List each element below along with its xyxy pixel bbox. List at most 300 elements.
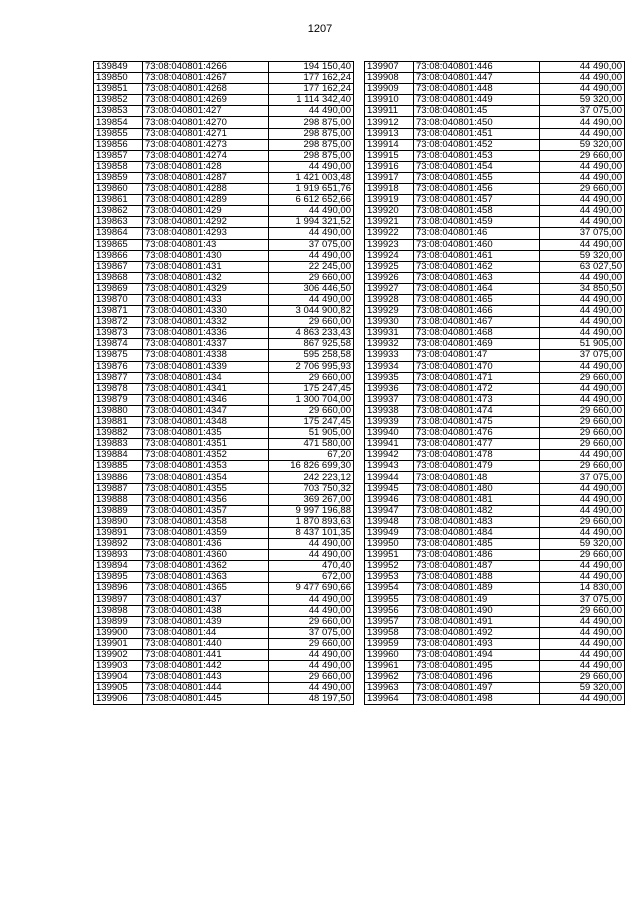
- cadastral-number-cell: 73:08:040801:442: [143, 661, 269, 672]
- cadastral-number-cell: 73:08:040801:470: [414, 361, 540, 372]
- cadastral-number-cell: 73:08:040801:4355: [143, 483, 269, 494]
- cadastral-number-cell: 73:08:040801:496: [414, 672, 540, 683]
- cadastral-number-cell: 73:08:040801:458: [414, 206, 540, 217]
- row-number-cell: 139923: [365, 239, 414, 250]
- row-number-cell: 139862: [94, 206, 143, 217]
- value-cell: 51 905,00: [269, 428, 354, 439]
- value-cell: 470,40: [269, 561, 354, 572]
- row-number-cell: 139855: [94, 128, 143, 139]
- table-row: [94, 672, 354, 683]
- cadastral-number-cell: 73:08:040801:479: [414, 461, 540, 472]
- cadastral-number-cell: 73:08:040801:444: [143, 683, 269, 694]
- value-cell: 44 490,00: [540, 328, 625, 339]
- value-cell: 44 490,00: [540, 561, 625, 572]
- table-row: [365, 95, 625, 106]
- table-row: [94, 594, 354, 605]
- value-cell: 29 660,00: [269, 638, 354, 649]
- value-cell: 37 075,00: [540, 472, 625, 483]
- value-cell: 44 490,00: [540, 661, 625, 672]
- table-row: [365, 306, 625, 317]
- row-number-cell: 139896: [94, 583, 143, 594]
- row-number-cell: 139915: [365, 150, 414, 161]
- value-cell: 59 320,00: [540, 250, 625, 261]
- value-cell: 29 660,00: [540, 605, 625, 616]
- row-number-cell: 139894: [94, 561, 143, 572]
- table-row: [94, 150, 354, 161]
- row-number-cell: 139887: [94, 483, 143, 494]
- cadastral-number-cell: 73:08:040801:4360: [143, 550, 269, 561]
- value-cell: 306 446,50: [269, 283, 354, 294]
- value-cell: 29 660,00: [540, 184, 625, 195]
- table-row: [365, 616, 625, 627]
- row-number-cell: 139904: [94, 672, 143, 683]
- cadastral-number-cell: 73:08:040801:4293: [143, 228, 269, 239]
- row-number-cell: 139930: [365, 317, 414, 328]
- cadastral-number-cell: 73:08:040801:488: [414, 572, 540, 583]
- value-cell: 1 870 893,63: [269, 516, 354, 527]
- row-number-cell: 139921: [365, 217, 414, 228]
- table-row: [365, 161, 625, 172]
- value-cell: 44 490,00: [540, 117, 625, 128]
- table-row: [94, 128, 354, 139]
- cadastral-number-cell: 73:08:040801:471: [414, 372, 540, 383]
- table-row: [365, 561, 625, 572]
- cadastral-number-cell: 73:08:040801:477: [414, 439, 540, 450]
- cadastral-number-cell: 73:08:040801:468: [414, 328, 540, 339]
- table-row: [94, 494, 354, 505]
- row-number-cell: 139884: [94, 450, 143, 461]
- value-cell: 44 490,00: [540, 62, 625, 73]
- row-number-cell: 139953: [365, 572, 414, 583]
- cadastral-number-cell: 73:08:040801:46: [414, 228, 540, 239]
- cadastral-number-cell: 73:08:040801:45: [414, 106, 540, 117]
- row-number-cell: 139866: [94, 250, 143, 261]
- value-cell: 44 490,00: [540, 627, 625, 638]
- cadastral-number-cell: 73:08:040801:4365: [143, 583, 269, 594]
- cadastral-number-cell: 73:08:040801:439: [143, 616, 269, 627]
- cadastral-number-cell: 73:08:040801:4288: [143, 184, 269, 195]
- value-cell: 44 490,00: [540, 195, 625, 206]
- row-number-cell: 139899: [94, 616, 143, 627]
- table-row: [94, 106, 354, 117]
- cadastral-number-cell: 73:08:040801:4274: [143, 150, 269, 161]
- row-number-cell: 139856: [94, 139, 143, 150]
- cadastral-number-cell: 73:08:040801:491: [414, 616, 540, 627]
- value-cell: 59 320,00: [540, 539, 625, 550]
- row-number-cell: 139936: [365, 383, 414, 394]
- cadastral-number-cell: 73:08:040801:429: [143, 206, 269, 217]
- row-number-cell: 139851: [94, 84, 143, 95]
- row-number-cell: 139876: [94, 361, 143, 372]
- value-cell: 44 490,00: [540, 84, 625, 95]
- cadastral-number-cell: 73:08:040801:449: [414, 95, 540, 106]
- value-cell: 9 477 690,66: [269, 583, 354, 594]
- table-row: [365, 428, 625, 439]
- table-row: [94, 394, 354, 405]
- table-row: [94, 405, 354, 416]
- cadastral-number-cell: 73:08:040801:480: [414, 483, 540, 494]
- row-number-cell: 139941: [365, 439, 414, 450]
- table-row: [365, 649, 625, 660]
- cadastral-number-cell: 73:08:040801:4267: [143, 73, 269, 84]
- row-number-cell: 139947: [365, 505, 414, 516]
- cadastral-number-cell: 73:08:040801:47: [414, 350, 540, 361]
- row-number-cell: 139880: [94, 405, 143, 416]
- table-row: [365, 683, 625, 694]
- table-row: [365, 228, 625, 239]
- cadastral-number-cell: 73:08:040801:4357: [143, 505, 269, 516]
- cadastral-number-cell: 73:08:040801:476: [414, 428, 540, 439]
- cadastral-number-cell: 73:08:040801:4270: [143, 117, 269, 128]
- registry-table-body: [94, 62, 354, 705]
- value-cell: 44 490,00: [269, 550, 354, 561]
- value-cell: 59 320,00: [540, 139, 625, 150]
- row-number-cell: 139895: [94, 572, 143, 583]
- value-cell: 44 490,00: [540, 272, 625, 283]
- table-row: [365, 539, 625, 550]
- table-row: [365, 583, 625, 594]
- value-cell: 298 875,00: [269, 150, 354, 161]
- row-number-cell: 139882: [94, 428, 143, 439]
- row-number-cell: 139939: [365, 417, 414, 428]
- table-row: [365, 283, 625, 294]
- cadastral-number-cell: 73:08:040801:446: [414, 62, 540, 73]
- table-row: [365, 172, 625, 183]
- value-cell: 703 750,32: [269, 483, 354, 494]
- row-number-cell: 139867: [94, 261, 143, 272]
- table-row: [94, 317, 354, 328]
- table-row: [365, 184, 625, 195]
- table-row: [94, 638, 354, 649]
- table-row: [94, 550, 354, 561]
- table-row: [94, 417, 354, 428]
- table-row: [94, 561, 354, 572]
- table-row: [365, 294, 625, 305]
- value-cell: 48 197,50: [269, 694, 354, 705]
- cadastral-number-cell: 73:08:040801:475: [414, 417, 540, 428]
- value-cell: 44 490,00: [540, 494, 625, 505]
- value-cell: 29 660,00: [540, 516, 625, 527]
- table-row: [94, 661, 354, 672]
- row-number-cell: 139857: [94, 150, 143, 161]
- table-row: [365, 483, 625, 494]
- value-cell: 44 490,00: [269, 294, 354, 305]
- row-number-cell: 139935: [365, 372, 414, 383]
- cadastral-number-cell: 73:08:040801:4330: [143, 306, 269, 317]
- cadastral-number-cell: 73:08:040801:462: [414, 261, 540, 272]
- value-cell: 175 247,45: [269, 383, 354, 394]
- table-row: [365, 494, 625, 505]
- value-cell: 44 490,00: [540, 239, 625, 250]
- value-cell: 34 850,50: [540, 283, 625, 294]
- row-number-cell: 139917: [365, 172, 414, 183]
- value-cell: 9 997 196,88: [269, 505, 354, 516]
- value-cell: 44 490,00: [540, 649, 625, 660]
- row-number-cell: 139927: [365, 283, 414, 294]
- value-cell: 29 660,00: [540, 672, 625, 683]
- value-cell: 672,00: [269, 572, 354, 583]
- cadastral-number-cell: 73:08:040801:456: [414, 184, 540, 195]
- cadastral-number-cell: 73:08:040801:494: [414, 649, 540, 660]
- value-cell: 44 490,00: [540, 306, 625, 317]
- cadastral-number-cell: 73:08:040801:4341: [143, 383, 269, 394]
- value-cell: 44 490,00: [540, 694, 625, 705]
- table-row: [365, 195, 625, 206]
- cadastral-number-cell: 73:08:040801:4271: [143, 128, 269, 139]
- cadastral-number-cell: 73:08:040801:453: [414, 150, 540, 161]
- value-cell: 44 490,00: [269, 649, 354, 660]
- value-cell: 51 905,00: [540, 339, 625, 350]
- cadastral-number-cell: 73:08:040801:478: [414, 450, 540, 461]
- table-row: [94, 339, 354, 350]
- table-row: [365, 405, 625, 416]
- table-row: [94, 217, 354, 228]
- row-number-cell: 139925: [365, 261, 414, 272]
- row-number-cell: 139954: [365, 583, 414, 594]
- value-cell: 22 245,00: [269, 261, 354, 272]
- cadastral-number-cell: 73:08:040801:465: [414, 294, 540, 305]
- value-cell: 29 660,00: [540, 550, 625, 561]
- cadastral-number-cell: 73:08:040801:436: [143, 539, 269, 550]
- value-cell: 44 490,00: [540, 172, 625, 183]
- cadastral-number-cell: 73:08:040801:464: [414, 283, 540, 294]
- value-cell: 44 490,00: [269, 594, 354, 605]
- row-number-cell: 139909: [365, 84, 414, 95]
- cadastral-number-cell: 73:08:040801:43: [143, 239, 269, 250]
- cadastral-number-cell: 73:08:040801:48: [414, 472, 540, 483]
- row-number-cell: 139957: [365, 616, 414, 627]
- value-cell: 298 875,00: [269, 117, 354, 128]
- value-cell: 29 660,00: [269, 272, 354, 283]
- cadastral-number-cell: 73:08:040801:472: [414, 383, 540, 394]
- registry-table-body: [365, 62, 625, 705]
- row-number-cell: 139934: [365, 361, 414, 372]
- value-cell: 16 826 699,30: [269, 461, 354, 472]
- row-number-cell: 139861: [94, 195, 143, 206]
- value-cell: 29 660,00: [269, 405, 354, 416]
- table-row: [94, 250, 354, 261]
- table-row: [94, 294, 354, 305]
- table-row: [94, 261, 354, 272]
- row-number-cell: 139959: [365, 638, 414, 649]
- value-cell: 29 660,00: [540, 439, 625, 450]
- table-row: [94, 516, 354, 527]
- table-row: [365, 461, 625, 472]
- row-number-cell: 139944: [365, 472, 414, 483]
- row-number-cell: 139900: [94, 627, 143, 638]
- cadastral-number-cell: 73:08:040801:4269: [143, 95, 269, 106]
- row-number-cell: 139963: [365, 683, 414, 694]
- row-number-cell: 139956: [365, 605, 414, 616]
- row-number-cell: 139879: [94, 394, 143, 405]
- value-cell: 369 267,00: [269, 494, 354, 505]
- cadastral-number-cell: 73:08:040801:440: [143, 638, 269, 649]
- row-number-cell: 139916: [365, 161, 414, 172]
- row-number-cell: 139892: [94, 539, 143, 550]
- table-row: [365, 383, 625, 394]
- cadastral-number-cell: 73:08:040801:467: [414, 317, 540, 328]
- row-number-cell: 139912: [365, 117, 414, 128]
- cadastral-number-cell: 73:08:040801:4339: [143, 361, 269, 372]
- table-row: [94, 117, 354, 128]
- table-row: [94, 505, 354, 516]
- row-number-cell: 139931: [365, 328, 414, 339]
- table-row: [365, 594, 625, 605]
- table-row: [365, 261, 625, 272]
- table-row: [365, 217, 625, 228]
- table-row: [94, 694, 354, 705]
- table-row: [365, 605, 625, 616]
- value-cell: 44 490,00: [540, 638, 625, 649]
- row-number-cell: 139943: [365, 461, 414, 472]
- value-cell: 595 258,58: [269, 350, 354, 361]
- cadastral-number-cell: 73:08:040801:455: [414, 172, 540, 183]
- cadastral-number-cell: 73:08:040801:428: [143, 161, 269, 172]
- value-cell: 44 490,00: [540, 361, 625, 372]
- row-number-cell: 139958: [365, 627, 414, 638]
- registry-table-left: [93, 61, 354, 705]
- row-number-cell: 139955: [365, 594, 414, 605]
- value-cell: 37 075,00: [540, 350, 625, 361]
- table-row: [94, 472, 354, 483]
- row-number-cell: 139945: [365, 483, 414, 494]
- table-row: [365, 139, 625, 150]
- table-row: [94, 683, 354, 694]
- table-row: [94, 583, 354, 594]
- table-row: [365, 627, 625, 638]
- row-number-cell: 139961: [365, 661, 414, 672]
- cadastral-number-cell: 73:08:040801:469: [414, 339, 540, 350]
- value-cell: 44 490,00: [540, 161, 625, 172]
- cadastral-number-cell: 73:08:040801:450: [414, 117, 540, 128]
- cadastral-number-cell: 73:08:040801:4346: [143, 394, 269, 405]
- cadastral-number-cell: 73:08:040801:433: [143, 294, 269, 305]
- table-row: [94, 328, 354, 339]
- table-row: [365, 239, 625, 250]
- row-number-cell: 139885: [94, 461, 143, 472]
- table-row: [94, 428, 354, 439]
- table-row: [94, 62, 354, 73]
- value-cell: 4 863 233,43: [269, 328, 354, 339]
- table-row: [94, 73, 354, 84]
- value-cell: 8 437 101,35: [269, 527, 354, 538]
- row-number-cell: 139940: [365, 428, 414, 439]
- row-number-cell: 139907: [365, 62, 414, 73]
- table-row: [94, 172, 354, 183]
- cadastral-number-cell: 73:08:040801:430: [143, 250, 269, 261]
- row-number-cell: 139871: [94, 306, 143, 317]
- row-number-cell: 139960: [365, 649, 414, 660]
- cadastral-number-cell: 73:08:040801:427: [143, 106, 269, 117]
- table-row: [94, 184, 354, 195]
- row-number-cell: 139883: [94, 439, 143, 450]
- cadastral-number-cell: 73:08:040801:481: [414, 494, 540, 505]
- row-number-cell: 139938: [365, 405, 414, 416]
- cadastral-number-cell: 73:08:040801:4292: [143, 217, 269, 228]
- table-row: [365, 372, 625, 383]
- table-row: [94, 350, 354, 361]
- table-row: [94, 627, 354, 638]
- value-cell: 37 075,00: [540, 228, 625, 239]
- table-row: [365, 694, 625, 705]
- table-row: [94, 539, 354, 550]
- cadastral-number-cell: 73:08:040801:452: [414, 139, 540, 150]
- row-number-cell: 139948: [365, 516, 414, 527]
- cadastral-number-cell: 73:08:040801:4338: [143, 350, 269, 361]
- cadastral-number-cell: 73:08:040801:4347: [143, 405, 269, 416]
- row-number-cell: 139908: [365, 73, 414, 84]
- table-row: [365, 62, 625, 73]
- row-number-cell: 139881: [94, 417, 143, 428]
- value-cell: 44 490,00: [540, 317, 625, 328]
- table-row: [94, 272, 354, 283]
- cadastral-number-cell: 73:08:040801:4337: [143, 339, 269, 350]
- row-number-cell: 139946: [365, 494, 414, 505]
- cadastral-number-cell: 73:08:040801:4289: [143, 195, 269, 206]
- table-row: [365, 661, 625, 672]
- value-cell: 44 490,00: [540, 394, 625, 405]
- cadastral-number-cell: 73:08:040801:493: [414, 638, 540, 649]
- value-cell: 1 114 342,40: [269, 95, 354, 106]
- row-number-cell: 139933: [365, 350, 414, 361]
- cadastral-number-cell: 73:08:040801:434: [143, 372, 269, 383]
- value-cell: 29 660,00: [269, 317, 354, 328]
- page-number: 1207: [307, 23, 333, 35]
- value-cell: 44 490,00: [269, 228, 354, 239]
- table-row: [365, 638, 625, 649]
- row-number-cell: 139849: [94, 62, 143, 73]
- table-row: [365, 339, 625, 350]
- cadastral-number-cell: 73:08:040801:497: [414, 683, 540, 694]
- row-number-cell: 139859: [94, 172, 143, 183]
- value-cell: 44 490,00: [269, 683, 354, 694]
- row-number-cell: 139937: [365, 394, 414, 405]
- cadastral-number-cell: 73:08:040801:435: [143, 428, 269, 439]
- cadastral-number-cell: 73:08:040801:438: [143, 605, 269, 616]
- row-number-cell: 139911: [365, 106, 414, 117]
- row-number-cell: 139865: [94, 239, 143, 250]
- value-cell: 44 490,00: [540, 217, 625, 228]
- value-cell: 63 027,50: [540, 261, 625, 272]
- value-cell: 44 490,00: [540, 505, 625, 516]
- row-number-cell: 139869: [94, 283, 143, 294]
- table-row: [94, 139, 354, 150]
- row-number-cell: 139919: [365, 195, 414, 206]
- cadastral-number-cell: 73:08:040801:437: [143, 594, 269, 605]
- cadastral-number-cell: 73:08:040801:461: [414, 250, 540, 261]
- row-number-cell: 139914: [365, 139, 414, 150]
- cadastral-number-cell: 73:08:040801:460: [414, 239, 540, 250]
- value-cell: 37 075,00: [269, 239, 354, 250]
- row-number-cell: 139942: [365, 450, 414, 461]
- cadastral-number-cell: 73:08:040801:4266: [143, 62, 269, 73]
- value-cell: 44 490,00: [269, 106, 354, 117]
- row-number-cell: 139863: [94, 217, 143, 228]
- table-row: [94, 372, 354, 383]
- row-number-cell: 139853: [94, 106, 143, 117]
- cadastral-number-cell: 73:08:040801:4353: [143, 461, 269, 472]
- table-row: [365, 516, 625, 527]
- table-row: [94, 439, 354, 450]
- value-cell: 177 162,24: [269, 84, 354, 95]
- cadastral-number-cell: 73:08:040801:44: [143, 627, 269, 638]
- value-cell: 867 925,58: [269, 339, 354, 350]
- table-row: [94, 239, 354, 250]
- row-number-cell: 139949: [365, 527, 414, 538]
- row-number-cell: 139872: [94, 317, 143, 328]
- cadastral-number-cell: 73:08:040801:447: [414, 73, 540, 84]
- row-number-cell: 139951: [365, 550, 414, 561]
